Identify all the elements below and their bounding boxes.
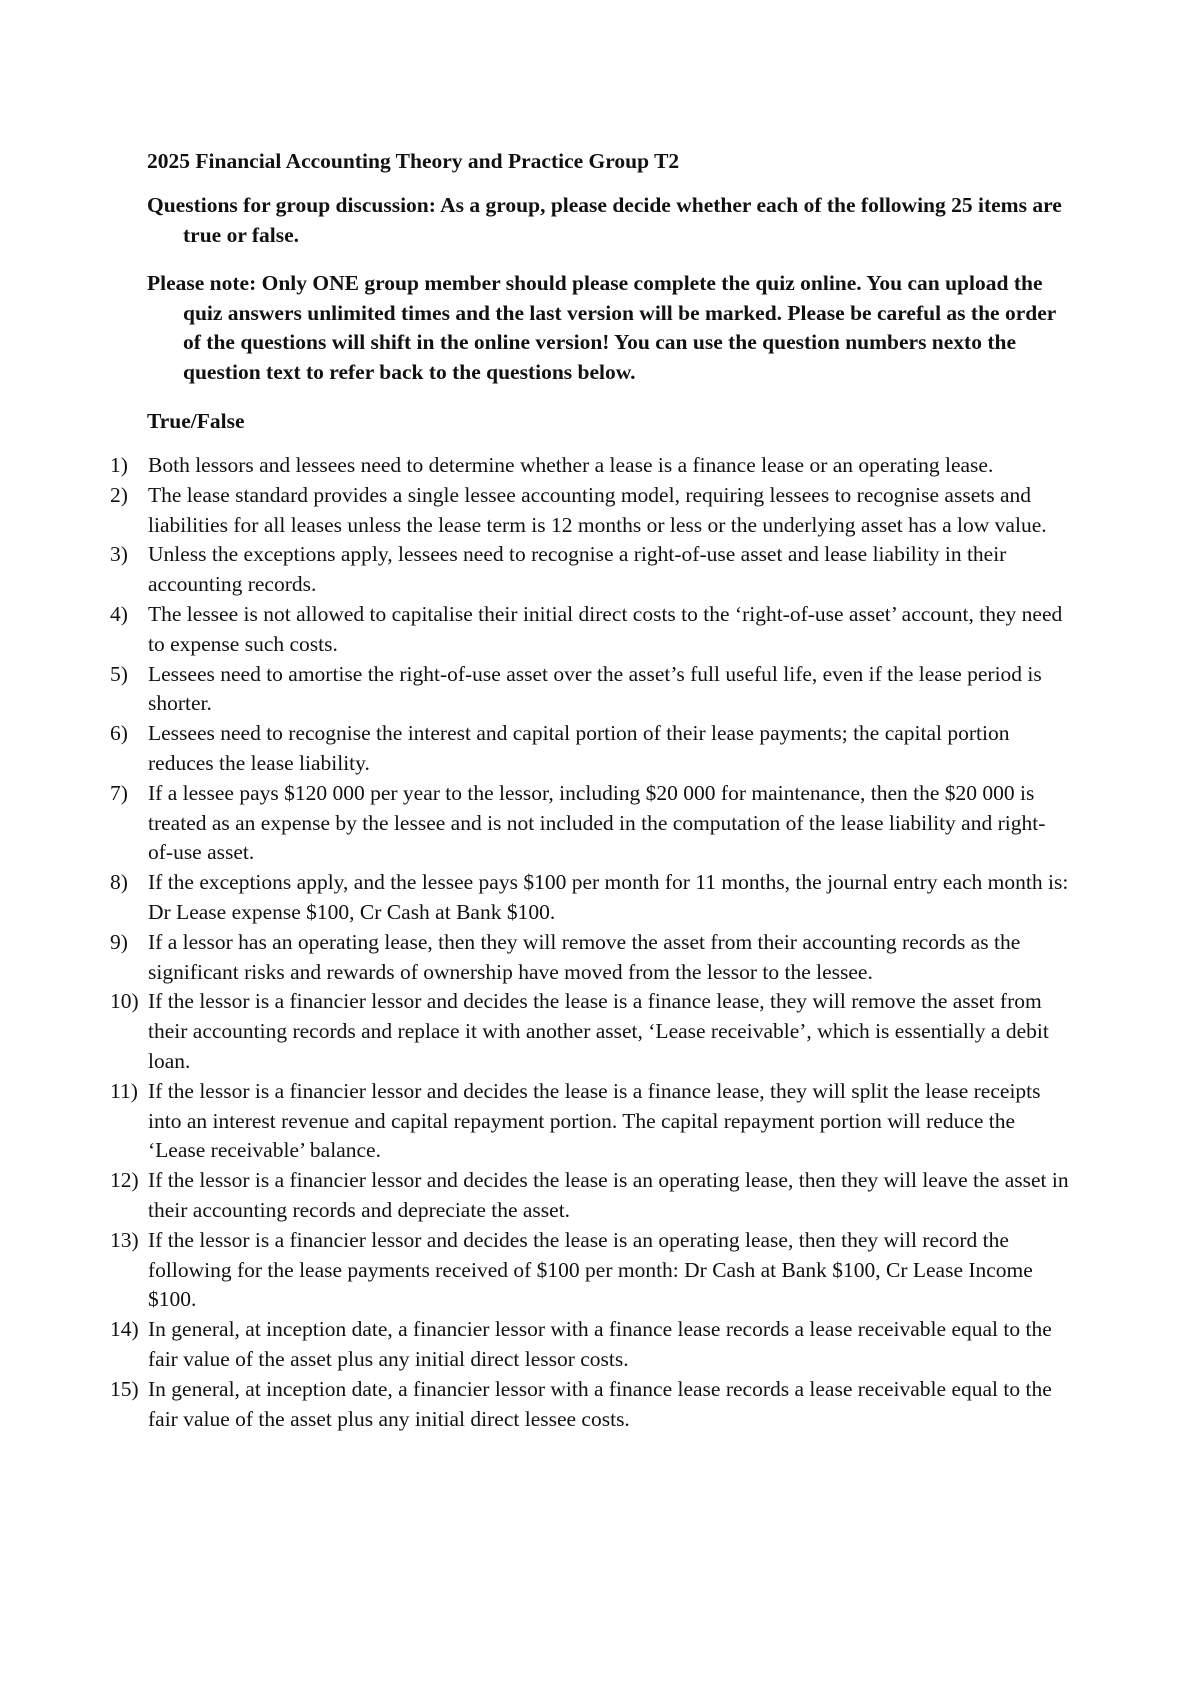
question-item [110, 1226, 1070, 1315]
question-number: 10) [110, 989, 139, 1014]
question-text: If the exceptions apply, and the lessee pays $100 per month for 11 months, the journal entry each month is: Dr Lease expense $100, Cr Cash at Bank $100. [148, 870, 1069, 924]
discussion-instructions: Questions for group discussion: As a group, please decide whether each of the following 25 items are true or false. [147, 193, 1062, 247]
question-text: The lease standard provides a single lessee accounting model, requiring lessees to recognise assets and liabilities for all leases unless the lease term is 12 months or less or the underlying asset has a low value. [148, 482, 1047, 537]
question-text: If the lessor is a financier lessor and decides the lease is a finance lease, they will split the lease receipts into an interest revenue and capital repayment portion. The capital repayment portion will reduce the ‘Lease receivable’ balance. [148, 1078, 1041, 1163]
question-text: Both lessors and lessees need to determine whether a lease is a finance lease or an operating lease. [148, 453, 994, 477]
question-number: 11) [110, 1078, 138, 1103]
question-text: In general, at inception date, a financier lessor with a finance lease records a lease receivable equal to the fair value of the asset plus any initial direct lessor costs. [148, 1317, 1052, 1371]
question-item [110, 600, 1070, 660]
question-item [110, 451, 1070, 481]
question-item [110, 1166, 1070, 1226]
question-text: Lessees need to recognise the interest and capital portion of their lease payments; the capital portion reduces the lease liability. [148, 721, 1010, 775]
question-text: If a lessor has an operating lease, then they will remove the asset from their accounting records as the significant risks and rewards of ownership have moved from the lessor to the lessee. [148, 929, 1021, 984]
question-number: 3) [110, 542, 128, 567]
question-number: 9) [110, 929, 128, 954]
question-text: If the lessor is a financier lessor and decides the lease is a finance lease, they will remove the asset from their accounting records and replace it with another asset, ‘Lease receivable’, which is essentially a debit loan. [148, 989, 1049, 1073]
question-number: 15) [110, 1376, 139, 1401]
question-item [110, 1375, 1070, 1435]
question-item [110, 1077, 1070, 1166]
question-text: In general, at inception date, a financier lessor with a finance lease records a lease receivable equal to the fair value of the asset plus any initial direct lessee costs. [148, 1376, 1052, 1431]
question-item [110, 928, 1070, 988]
question-number: 14) [110, 1317, 139, 1342]
question-text: Lessees need to amortise the right-of-use asset over the asset’s full useful life, even if the lease period is shorter. [148, 661, 1042, 716]
question-item [110, 481, 1070, 541]
question-item [110, 868, 1070, 928]
question-number: 7) [110, 780, 128, 805]
quiz-note: Please note: Only ONE group member should please complete the quiz online. You can upload the quiz answers unlimited times and the last version will be marked. Please be careful as the order of the questions will shift in the online version! You can use the question numbers nexto the question text to refer back to the questions below. [147, 271, 1056, 384]
question-number: 6) [110, 721, 128, 746]
document-title: 2025 Financial Accounting Theory and Practice Group T2 [147, 149, 680, 173]
question-number: 13) [110, 1227, 139, 1252]
question-number: 5) [110, 661, 128, 686]
question-item [110, 719, 1070, 779]
section-heading: True/False [147, 409, 245, 433]
question-number: 4) [110, 601, 128, 626]
question-item [110, 1315, 1070, 1375]
question-item [110, 987, 1070, 1076]
question-number: 1) [110, 453, 128, 477]
question-list [110, 451, 1070, 1434]
question-item [110, 660, 1070, 720]
question-text: Unless the exceptions apply, lessees need to recognise a right-of-use asset and lease liability in their accounting records. [148, 542, 1007, 597]
question-item [110, 779, 1070, 868]
question-number: 12) [110, 1168, 139, 1193]
question-number: 2) [110, 482, 128, 507]
question-number: 8) [110, 870, 128, 895]
question-text: The lessee is not allowed to capitalise their initial direct costs to the ‘right-of-use asset’ account, they need to expense such costs. [148, 601, 1063, 656]
question-text: If the lessor is a financier lessor and decides the lease is an operating lease, then they will record the following for the lease payments received of $100 per month: Dr Cash at Bank $100, Cr Lease Income $100. [148, 1227, 1033, 1312]
question-text: If a lessee pays $120 000 per year to the lessor, including $20 000 for maintenance, then the $20 000 is treated as an expense by the lessee and is not included in the computation of the lease liability and right-of-use asset. [148, 780, 1046, 865]
question-text: If the lessor is a financier lessor and decides the lease is an operating lease, then they will leave the asset in their accounting records and depreciate the asset. [148, 1168, 1069, 1222]
question-item [110, 540, 1070, 600]
